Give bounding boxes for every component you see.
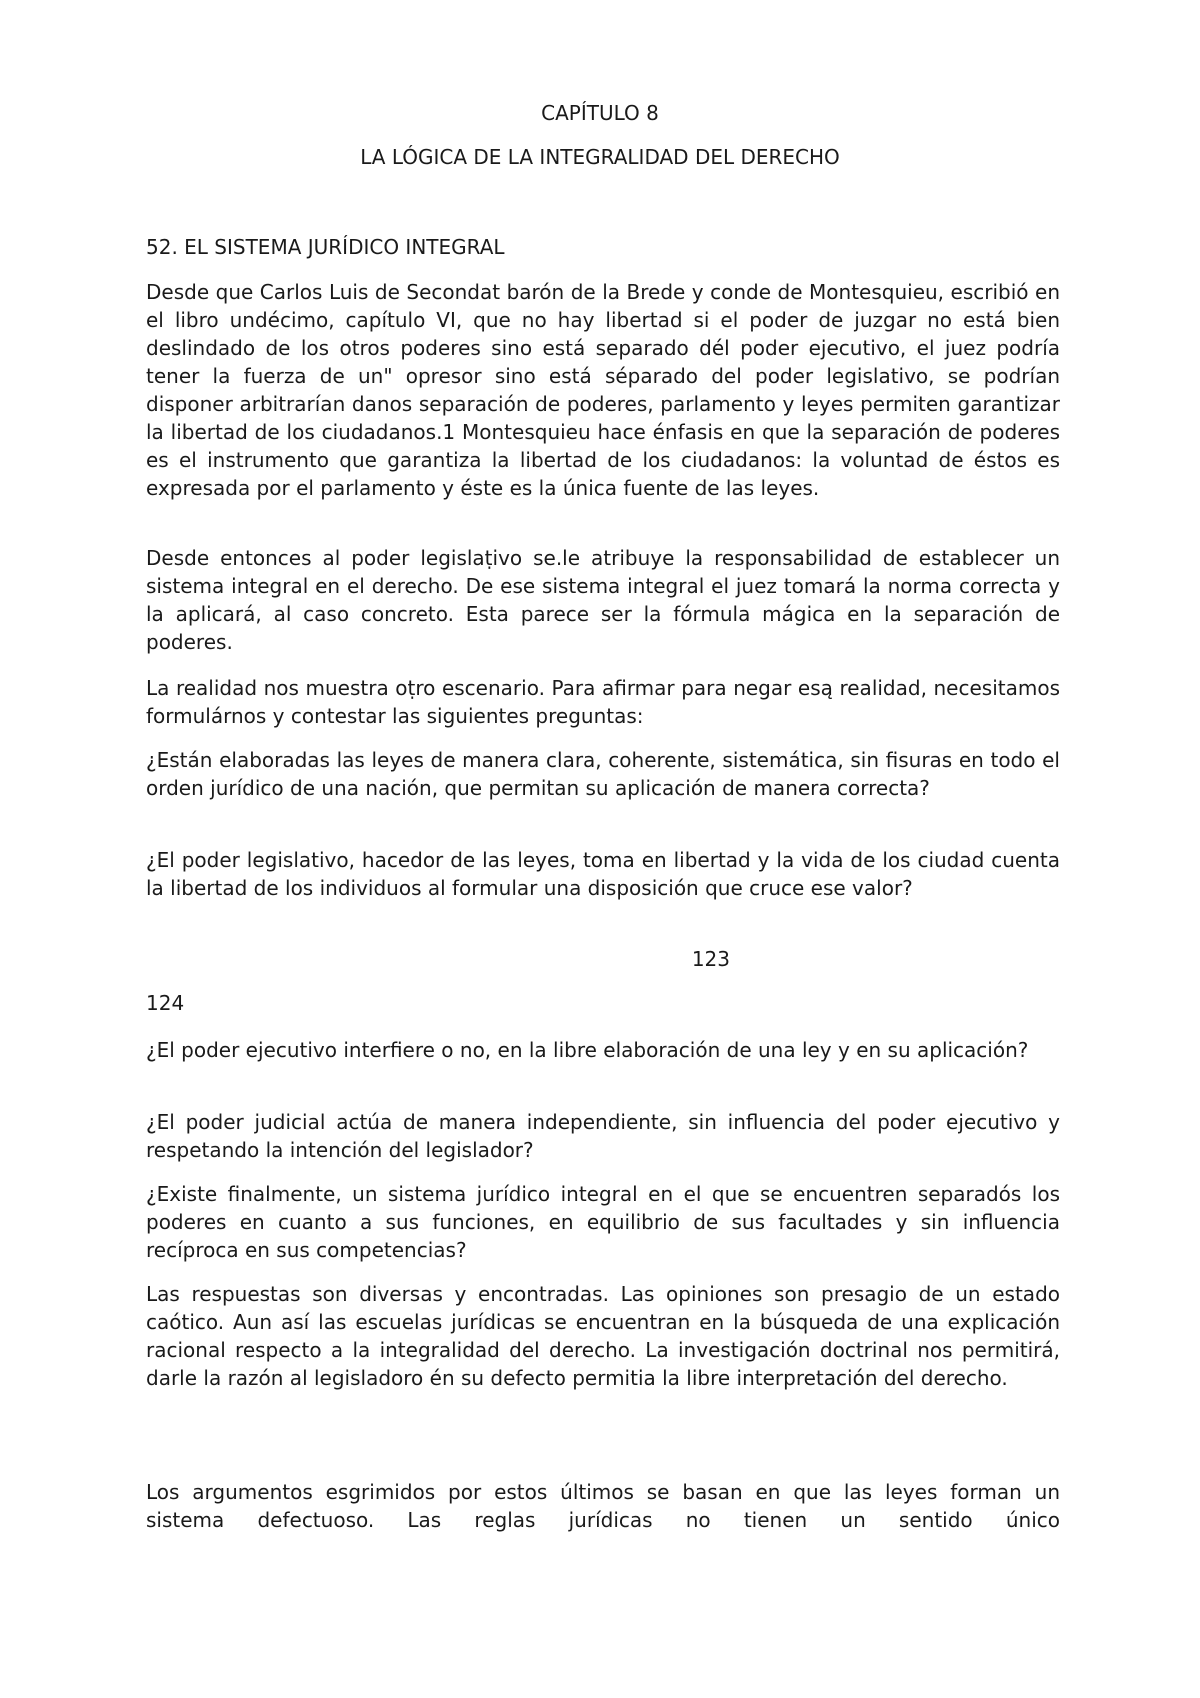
- paragraph-text: ¿Están elaboradas las leyes de manera clara, coherente, sistemática, sin fisuras en todo el orden jurídico de una nación, que permitan su aplicación de manera correcta?: [146, 748, 1060, 800]
- paragraph-text: La realidad nos muestra oṭro escenario. Para afirmar para negar esą realidad, necesitamos formulárnos y contestar las siguientes preguntas:: [146, 676, 1060, 728]
- paragraph-2: [146, 544, 1060, 656]
- paragraph-7: [146, 1108, 1060, 1164]
- paragraph-text: Las respuestas son diversas y encontradas. Las opiniones son presagio de un estado caótico. Aun así las escuelas jurídicas se encuentran en la búsqueda de una explicación racional respecto a la integralidad del derecho. La investigación doctrinal nos permitirá, darle la razón al legisladoro én su defecto permitia la libre interpretación del derecho.: [146, 1282, 1060, 1390]
- paragraph-8: [146, 1180, 1060, 1264]
- paragraph-text: Desde entonces al poder legislaṭivo se.le atribuye la responsabilidad de establecer un sistema integral en el derecho. De ese sistema integral el juez tomará la norma correcta y la aplicará, al caso concreto. Esta parece ser la fórmula mágica en la separación de poderes.: [146, 546, 1060, 654]
- paragraph-text: ¿El poder judicial actúa de manera independiente, sin influencia del poder ejecutivo y respetando la intención del legislador?: [146, 1110, 1060, 1162]
- paragraph-text: ¿El poder legislativo, hacedor de las leyes, toma en libertad y la vida de los ciudad cuenta la libertad de los individuos al formular una disposición que cruce ese valor?: [146, 848, 1060, 900]
- chapter-number: CAPÍTULO 8: [541, 101, 659, 125]
- paragraph-3: [146, 674, 1060, 730]
- paragraph-5: [146, 846, 1060, 902]
- paragraph-text: Desde que Carlos Luis de Secondat barón de la Brede y conde de Montesquieu, escribió en el libro undécimo, capítulo VI, que no hay libertad si el poder de juzgar no está bien deslindado de los otros poderes sino está separado dél poder ejecutivo, el juez podría tener la fuerza de un" opresor sino está séparado del poder legislativo, se podrían disponer arbitrarían danos separación de poderes, parlamento y leyes permiten garantizar la libertad de los ciudadanos.1 Montesquieu hace énfasis en que la separación de poderes es el instrumento que garantiza la libertad de los ciudadanos: la voluntad de éstos es expresada por el parlamento y éste es la única fuente de las leyes.: [146, 280, 1060, 500]
- paragraph-text: ¿El poder ejecutivo interfiere o no, en la libre elaboración de una ley y en su aplicación?: [146, 1038, 1029, 1062]
- paragraph-6: [146, 1036, 1060, 1064]
- paragraph-1: [146, 278, 1060, 502]
- paragraph-10: [146, 1478, 1060, 1534]
- section-heading: 52. EL SISTEMA JURÍDICO INTEGRAL: [146, 235, 505, 259]
- paragraph-text: ¿Existe finalmente, un sistema jurídico integral en el que se encuentren separadós los poderes en cuanto a sus funciones, en equilibrio de sus facultades y sin influencia recíproca en sus competencias?: [146, 1182, 1060, 1262]
- page-number-123: 123: [691, 947, 730, 971]
- paragraph-text: Los argumentos esgrimidos por estos últimos se basan en que las leyes forman un sistema defectuoso. Las reglas jurídicas no tienen un sentido único: [146, 1480, 1060, 1532]
- page-number-124: 124: [146, 991, 185, 1015]
- paragraph-9: [146, 1280, 1060, 1392]
- paragraph-4: [146, 746, 1060, 802]
- chapter-title: LA LÓGICA DE LA INTEGRALIDAD DEL DERECHO: [360, 145, 840, 169]
